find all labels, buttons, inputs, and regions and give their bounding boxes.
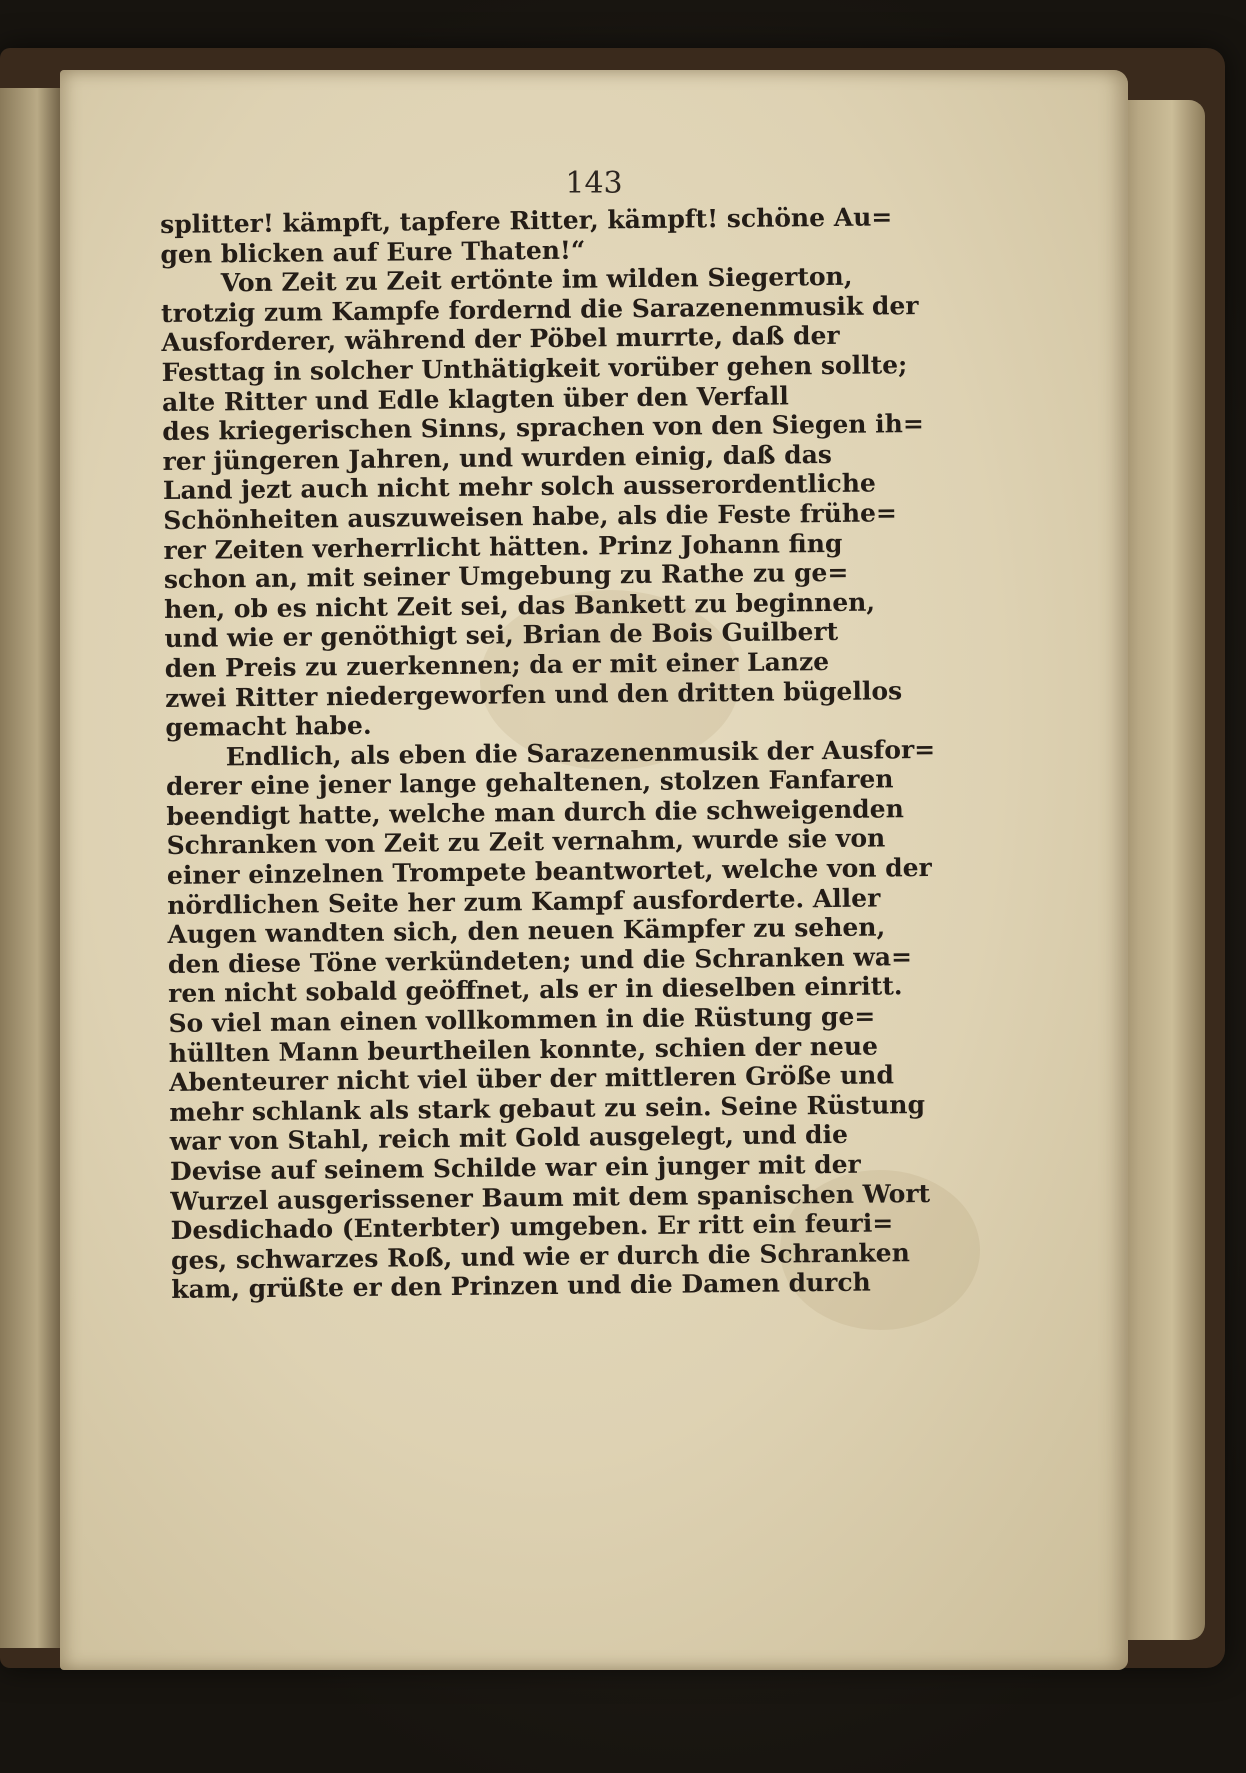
text-line: einer einzelnen Trompete beantwortet, welche von der	[166, 853, 932, 891]
text-line: Schranken von Zeit zu Zeit vernahm, wurde sie von	[166, 823, 886, 861]
page-number: 143	[565, 166, 623, 201]
text-line: Endlich, als eben die Sarazenenmusik der Ausfor=	[225, 734, 936, 772]
text-line: Schönheiten auszuweisen habe, als die Feste frühe=	[163, 498, 898, 535]
text-line: den Preis zu zuerkennen; da er mit einer Lanze	[164, 646, 830, 683]
text-line: hen, ob es nicht Zeit sei, das Bankett zu beginnen,	[164, 587, 876, 624]
text-line: den diese Töne verkündeten; und die Schranken wa=	[167, 942, 913, 979]
text-line: Augen wandten sich, den neuen Kämpfer zu sehen,	[167, 912, 886, 950]
text-line: nördlichen Seite her zum Kampf ausforderte. Aller	[167, 883, 881, 920]
previous-page-edge	[0, 88, 62, 1648]
text-line: des kriegerischen Sinns, sprachen von den Siegen ih=	[162, 409, 924, 447]
text-line: Festtag in solcher Unthätigkeit vorüber gehen sollte;	[161, 350, 908, 387]
text-line: gen blicken auf Eure Thaten!“	[160, 235, 586, 269]
text-line: zwei Ritter niedergeworfen und den dritten bügellos	[164, 675, 903, 713]
text-line: mehr schlank als stark gebaut zu sein. Seine Rüstung	[169, 1089, 926, 1127]
text-line: Von Zeit zu Zeit ertönte im wilden Siegerton,	[220, 261, 853, 298]
text-line: beendigt hatte, welche man durch die schweigenden	[166, 794, 904, 831]
text-line: trotzig zum Kampfe fordernd die Sarazenenmusik der	[160, 290, 919, 328]
text-line: rer jüngeren Jahren, und wurden einig, daß das	[162, 439, 833, 476]
text-line: hüllten Mann beurtheilen konnte, schien der neue	[168, 1031, 879, 1068]
text-line: ren nicht sobald geöffnet, als er in dieselben einritt.	[168, 971, 903, 1009]
text-line: Abenteurer nicht viel über der mittleren Größe und	[168, 1060, 894, 1098]
text-line: war von Stahl, reich mit Gold ausgelegt, und die	[169, 1120, 849, 1157]
text-line: alte Ritter und Edle klagten über den Verfall	[161, 380, 789, 417]
text-line: rer Zeiten verherrlicht hätten. Prinz Johann fing	[163, 528, 843, 565]
text-line: splitter! kämpft, tapfere Ritter, kämpft! schöne Au=	[160, 202, 893, 239]
text-line: gemacht habe.	[165, 710, 372, 743]
text-line: So viel man einen vollkommen in die Rüstung ge=	[168, 1001, 876, 1038]
text-line: Wurzel ausgerissener Baum mit dem spanischen Wort	[170, 1178, 931, 1216]
text-line: ges, schwarzes Roß, und wie er durch die Schranken	[170, 1237, 910, 1275]
text-line: kam, grüßte er den Prinzen und die Damen durch	[171, 1267, 871, 1305]
text-line: Desdichado (Enterbter) umgeben. Er ritt ein feuri=	[170, 1208, 894, 1246]
text-line: derer eine jener lange gehaltenen, stolzen Fanfaren	[165, 764, 894, 802]
body-text	[160, 201, 1011, 1305]
text-line: Land jezt auch nicht mehr solch ausserordentliche	[162, 468, 877, 506]
text-line: Ausforderer, während der Pöbel murrte, daß der	[161, 321, 840, 358]
text-line: schon an, mit seiner Umgebung zu Rathe zu ge=	[163, 557, 849, 595]
text-line: Devise auf seinem Schilde war ein junger mit der	[169, 1149, 861, 1186]
text-line: und wie er genöthigt sei, Brian de Bois Guilbert	[164, 617, 839, 654]
book-page	[60, 70, 1128, 1670]
